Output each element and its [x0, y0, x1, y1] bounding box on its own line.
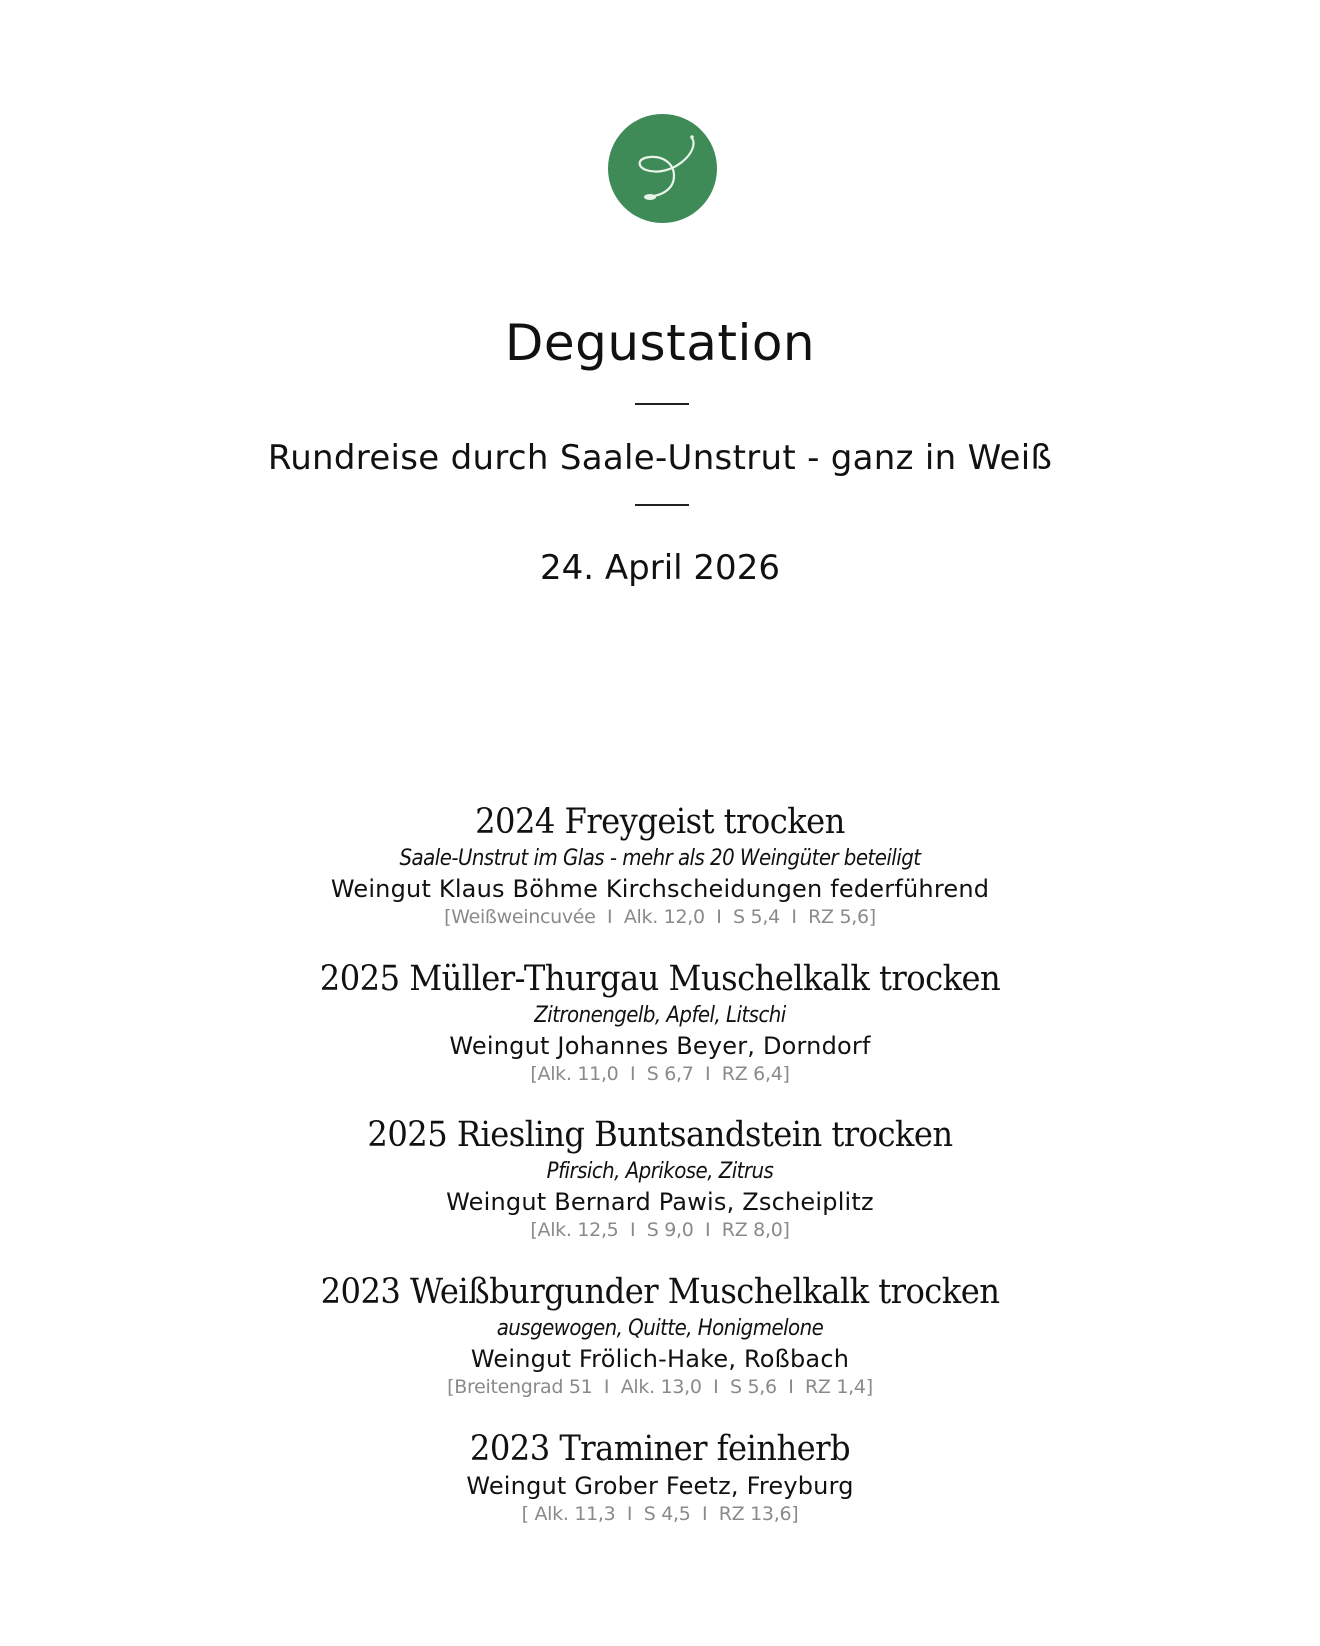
wine-item [0, 800, 1320, 929]
wine-item [0, 1113, 1320, 1242]
wine-item [0, 1427, 1320, 1526]
wine-estate: Weingut Frölich-Hake, Roßbach [470, 1345, 850, 1373]
wine-notes: ausgewogen, Quitte, Honigmelone [496, 1316, 824, 1341]
divider [635, 403, 689, 405]
wine-notes: Saale-Unstrut im Glas - mehr als 20 Weingüter beteiligt [399, 846, 921, 871]
page-subtitle: Rundreise durch Saale-Unstrut - ganz in Weiß [267, 438, 1053, 478]
wine-specs: [Alk. 11,0 I S 6,7 I RZ 6,4] [530, 1063, 790, 1085]
wine-name: 2025 Riesling Buntsandstein trocken [367, 1115, 953, 1155]
divider [635, 504, 689, 506]
wine-estate: Weingut Grober Feetz, Freyburg [466, 1472, 854, 1500]
wine-estate: Weingut Bernard Pawis, Zscheiplitz [446, 1188, 874, 1216]
wine-name: 2023 Weißburgunder Muschelkalk trocken [320, 1272, 1000, 1312]
wine-specs: [Weißweincuvée I Alk. 12,0 I S 5,4 I RZ 5,6] [444, 906, 876, 928]
page-title: Degustation [504, 314, 816, 372]
wine-name: 2024 Freygeist trocken [475, 802, 845, 842]
wine-name: 2023 Traminer feinherb [469, 1429, 851, 1469]
wine-specs: [Alk. 12,5 I S 9,0 I RZ 8,0] [530, 1219, 790, 1241]
event-date: 24. April 2026 [540, 548, 780, 588]
wine-specs: [Breitengrad 51 I Alk. 13,0 I S 5,6 I RZ 1,4] [447, 1376, 873, 1398]
wine-name: 2025 Müller-Thurgau Muschelkalk trocken [319, 959, 1001, 999]
wine-item [0, 957, 1320, 1086]
wine-specs: [ Alk. 11,3 I S 4,5 I RZ 13,6] [521, 1503, 799, 1525]
wine-notes: Zitronengelb, Apfel, Litschi [534, 1003, 786, 1028]
vine-tendril-icon [608, 114, 717, 223]
wine-estate: Weingut Klaus Böhme Kirchscheidungen federführend [330, 875, 990, 903]
wine-notes: Pfirsich, Aprikose, Zitrus [546, 1159, 774, 1184]
wine-estate: Weingut Johannes Beyer, Dorndorf [449, 1032, 871, 1060]
wine-item [0, 1270, 1320, 1399]
logo [608, 114, 717, 223]
